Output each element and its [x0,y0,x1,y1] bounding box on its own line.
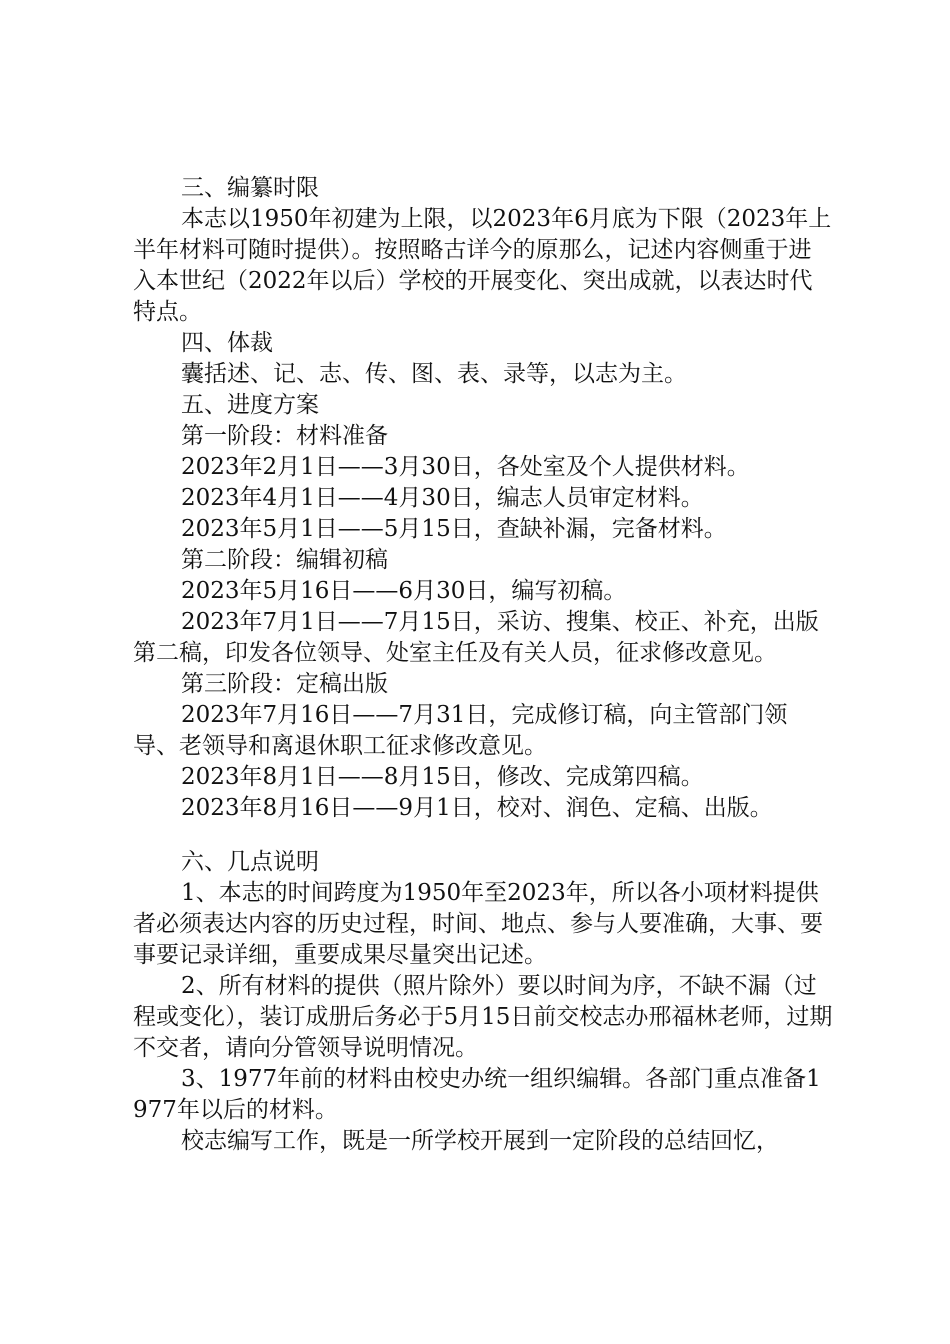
paragraph: 2023年7月1日——7月15日，采访、搜集、校正、补充，出版第二稿，印发各位领导、处室主任及有关人员，征求修改意见。 [133,609,819,666]
paragraph: 六、几点说明 [181,849,319,875]
paragraph: 第二阶段：编辑初稿 [181,547,388,573]
document-body [133,173,833,1157]
paragraph: 1、本志的时间跨度为1950年至2023年，所以各小项材料提供者必须表达内容的历史过程，时间、地点、参与人要准确，大事、要事要记录详细，重要成果尽量突出记述。 [133,880,823,968]
paragraph: 本志以1950年初建为上限，以2023年6月底为下限（2023年上半年材料可随时提供）。按照略古详今的原那么，记述内容侧重于进入本世纪（2022年以后）学校的开展变化、突出成就，以表达时代特点。 [133,206,832,325]
paragraph: 2023年8月1日——8月15日，修改、完成第四稿。 [181,764,704,790]
paragraph: 2023年7月16日——7月31日，完成修订稿，向主管部门领导、老领导和离退休职工征求修改意见。 [133,702,788,759]
paragraph: 2023年8月16日——9月1日，校对、润色、定稿、出版。 [181,795,773,821]
paragraph: 校志编写工作，既是一所学校开展到一定阶段的总结回忆， [181,1128,779,1154]
paragraph: 第一阶段：材料准备 [181,423,388,449]
paragraph: 五、进度方案 [181,392,319,418]
paragraph: 2023年4月1日——4月30日，编志人员审定材料。 [181,485,704,511]
paragraph: 第三阶段：定稿出版 [181,671,388,697]
paragraph: 四、体裁 [181,330,273,356]
paragraph: 囊括述、记、志、传、图、表、录等，以志为主。 [181,361,687,387]
paragraph: 2、所有材料的提供（照片除外）要以时间为序，不缺不漏（过程或变化），装订成册后务必于5月15日前交校志办邢福林老师，过期不交者，请向分管领导说明情况。 [133,973,833,1061]
paragraph: 三、编纂时限 [181,175,319,201]
paragraph: 3、1977年前的材料由校史办统一组织编辑。各部门重点准备1977年以后的材料。 [133,1066,821,1123]
paragraph: 2023年2月1日——3月30日，各处室及个人提供材料。 [181,454,750,480]
paragraph: 2023年5月16日——6月30日，编写初稿。 [181,578,627,604]
paragraph: 2023年5月1日——5月15日，查缺补漏，完备材料。 [181,516,727,542]
